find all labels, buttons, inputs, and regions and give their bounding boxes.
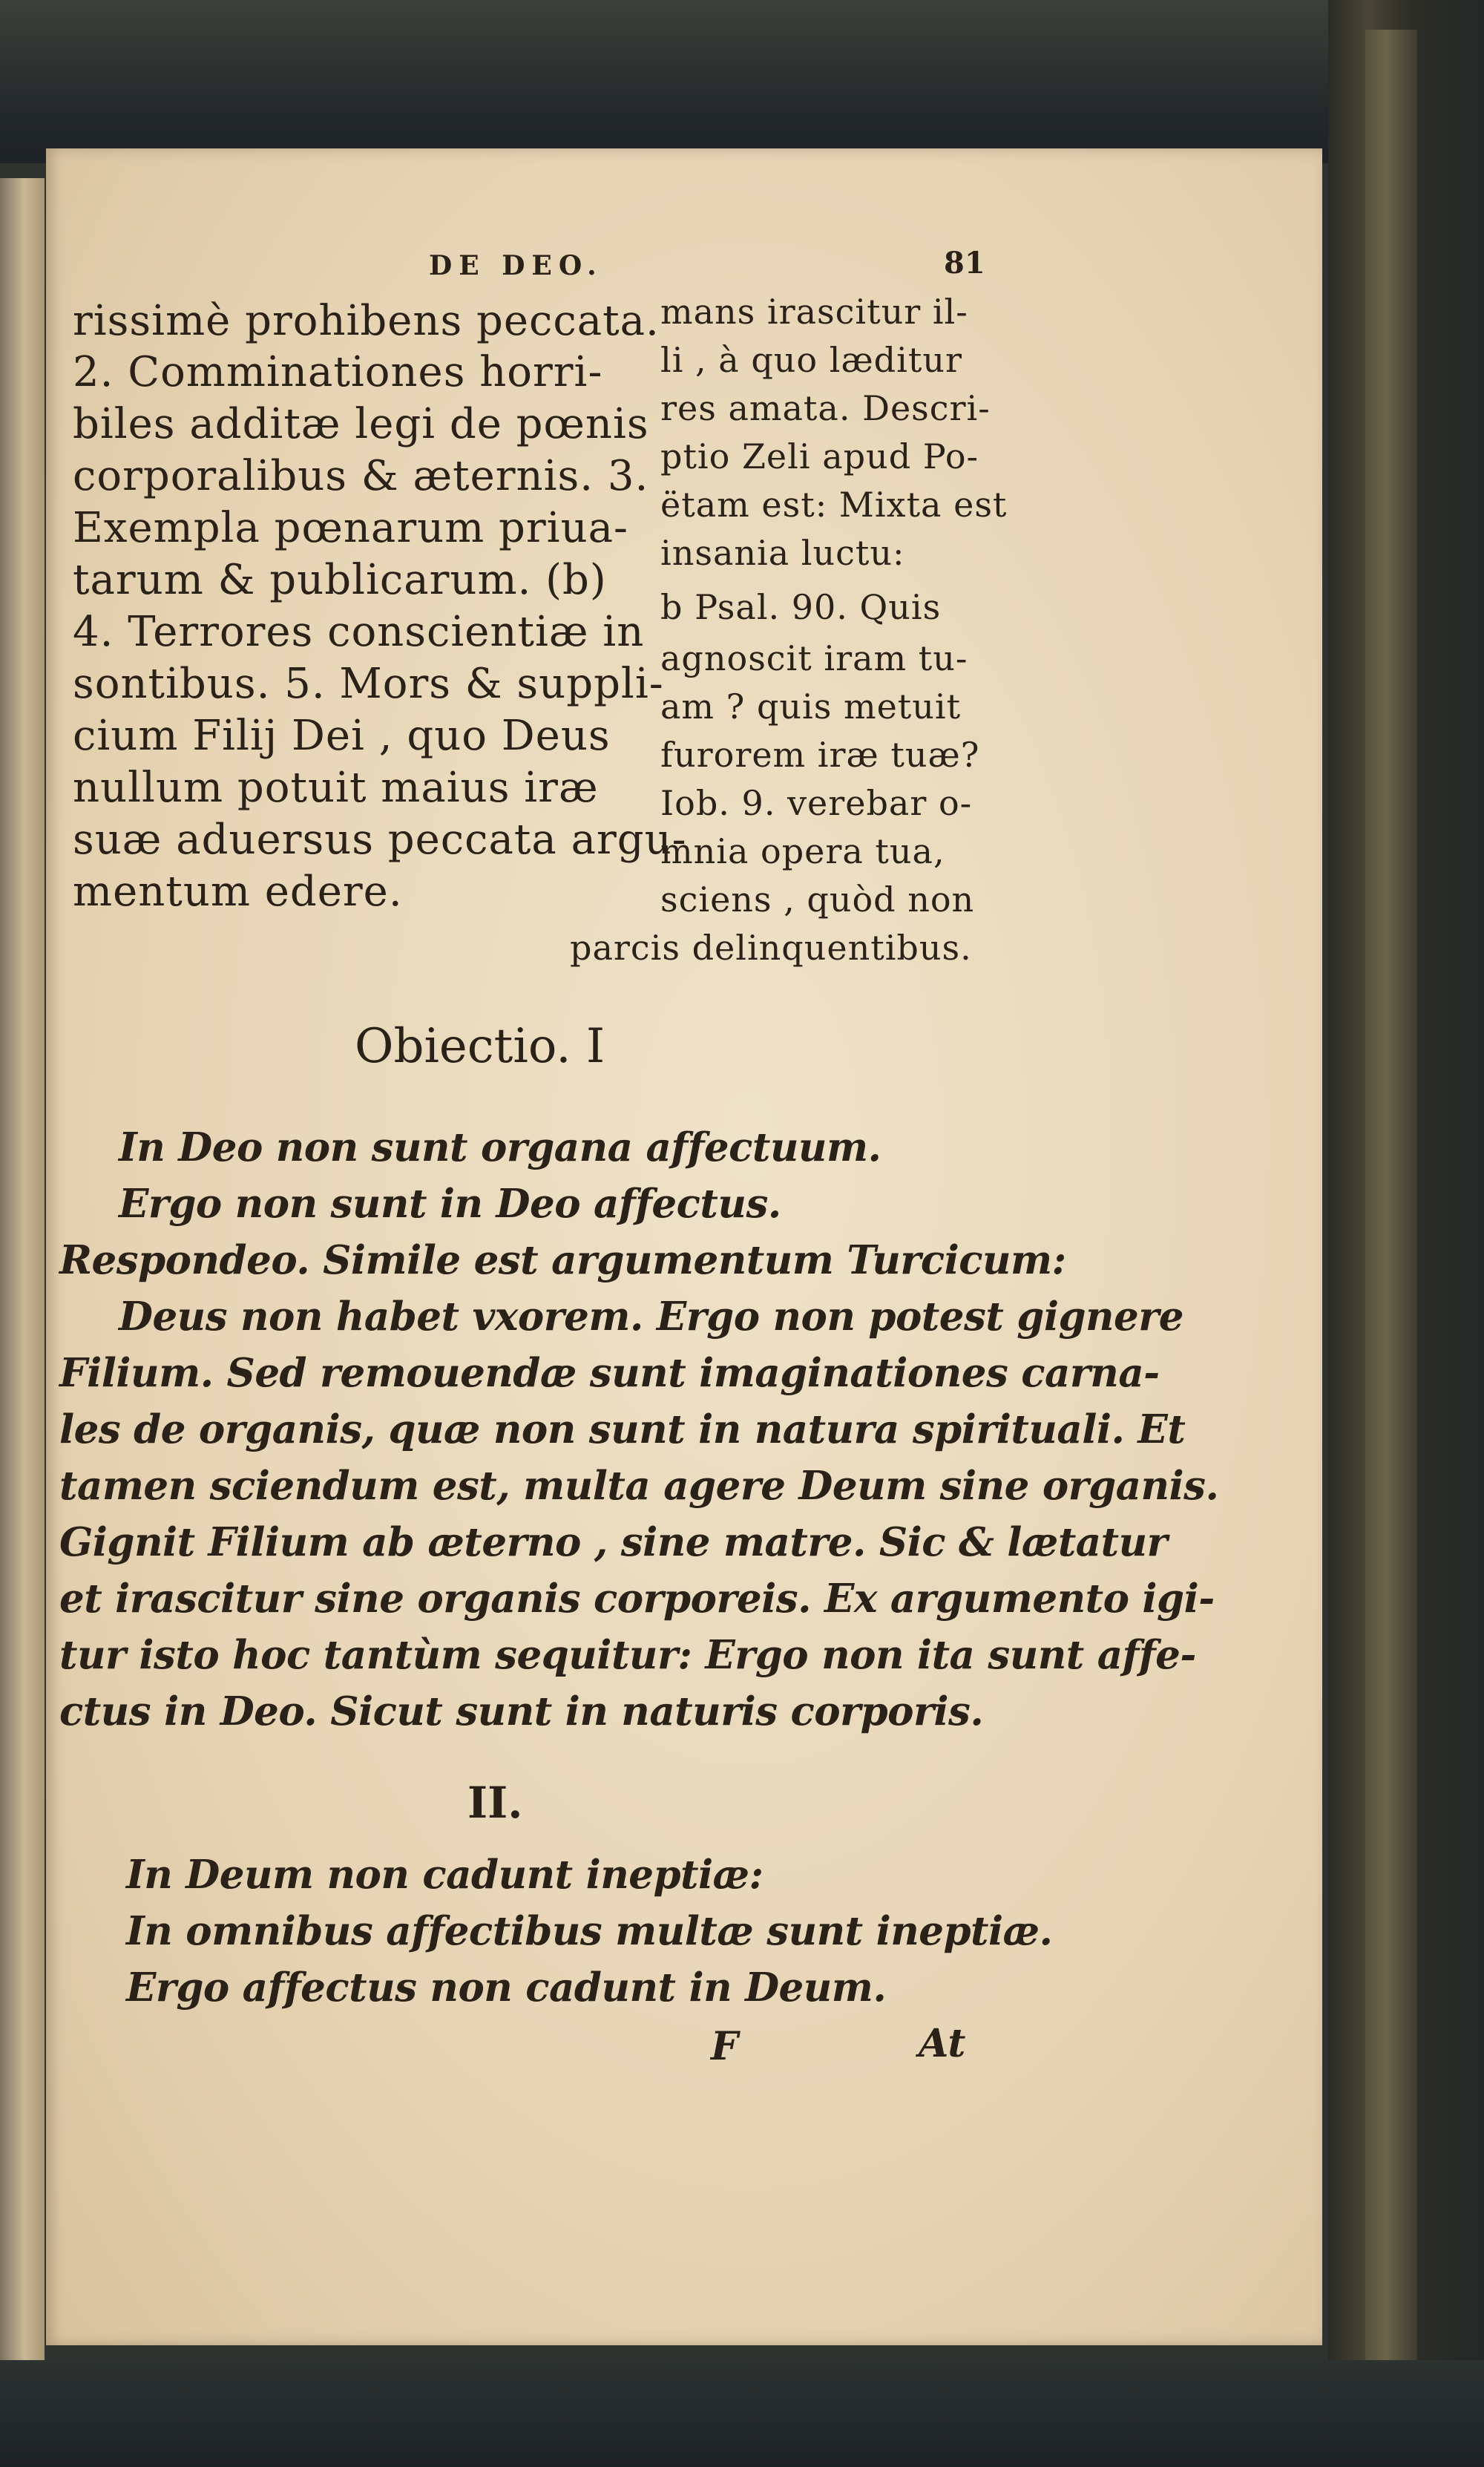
left-column-line: Exempla pœnarum priua- <box>73 504 628 552</box>
objection-line: Ergo non sunt in Deo affectus. <box>119 1181 781 1227</box>
marginal-note-line: ëtam est: Mixta est <box>660 485 1008 525</box>
left-column-line: corporalibus & æternis. 3. <box>73 452 649 500</box>
marginal-note-line: b Psal. 90. Quis <box>660 587 942 627</box>
left-column-line: nullum potuit maius iræ <box>73 764 599 812</box>
left-column-line: biles additæ legi de pœnis <box>73 400 649 448</box>
response-line: ctus in Deo. Sicut sunt in naturis corporis. <box>59 1688 984 1734</box>
marginal-note-line: li , à quo læditur <box>660 340 962 380</box>
syllogism-line: In omnibus affectibus multæ sunt ineptiæ. <box>126 1908 1053 1954</box>
response-line: Filium. Sed remouendæ sunt imaginationes carna- <box>59 1350 1160 1396</box>
syllogism-line: In Deum non cadunt ineptiæ: <box>126 1852 764 1898</box>
running-title: DE DEO. <box>429 250 603 281</box>
marginal-note-line: insania luctu: <box>660 533 905 573</box>
left-column-line: 4. Terrores conscientiæ in <box>73 608 645 656</box>
marginal-note-line: Iob. 9. verebar o- <box>660 783 973 823</box>
marginal-note-line: mnia opera tua, <box>660 831 945 871</box>
section-heading: Obiectio. I <box>355 1019 605 1074</box>
catchword: At <box>919 2021 966 2066</box>
left-column-line: 2. Comminationes horri- <box>73 348 603 396</box>
response-line: et irascitur sine organis corporeis. Ex argumento igi- <box>59 1576 1215 1622</box>
response-line: tur isto hoc tantùm sequitur: Ergo non ita sunt affe- <box>59 1632 1196 1678</box>
left-column-line: mentum edere. <box>73 868 403 916</box>
marginal-note-line: parcis delinquentibus. <box>570 928 972 968</box>
section-numeral: II. <box>467 1778 523 1828</box>
background-top <box>0 0 1484 163</box>
marginal-note-line: am ? quis metuit <box>660 687 962 727</box>
left-column-line: tarum & publicarum. (b) <box>73 556 607 604</box>
left-column-line: rissimè prohibens peccata. <box>73 297 660 345</box>
left-column-line: cium Filij Dei , quo Deus <box>73 712 611 760</box>
marginal-note-line: res amata. Descri- <box>660 388 991 428</box>
response-line: les de organis, quæ non sunt in natura spirituali. Et <box>59 1406 1186 1452</box>
syllogism-line: Ergo affectus non cadunt in Deum. <box>126 1965 887 2011</box>
background-bottom <box>0 2360 1484 2467</box>
marginal-note-line: mans irascitur il- <box>660 292 968 332</box>
marginal-note-line: ptio Zeli apud Po- <box>660 436 979 476</box>
response-line: Deus non habet vxorem. Ergo non potest gignere <box>119 1294 1183 1340</box>
objection-line: In Deo non sunt organa affectuum. <box>119 1124 881 1170</box>
page-number: 81 <box>944 246 985 281</box>
marginal-note-line: sciens , quòd non <box>660 879 975 920</box>
signature-mark: F <box>711 2024 738 2069</box>
response-line: Respondeo. Simile est argumentum Turcicum: <box>59 1237 1066 1283</box>
response-line: tamen sciendum est, multa agere Deum sine organis. <box>59 1463 1219 1509</box>
left-column-line: sontibus. 5. Mors & suppli- <box>73 660 664 708</box>
marginal-note-line: agnoscit iram tu- <box>660 638 968 678</box>
book-cover-edge <box>1365 30 1417 2360</box>
left-column-line: suæ aduersus peccata argu- <box>73 816 687 864</box>
facing-page-edge <box>0 178 45 2360</box>
response-line: Gignit Filium ab æterno , sine matre. Sic & lætatur <box>59 1519 1168 1565</box>
marginal-note-line: furorem iræ tuæ? <box>660 735 980 775</box>
